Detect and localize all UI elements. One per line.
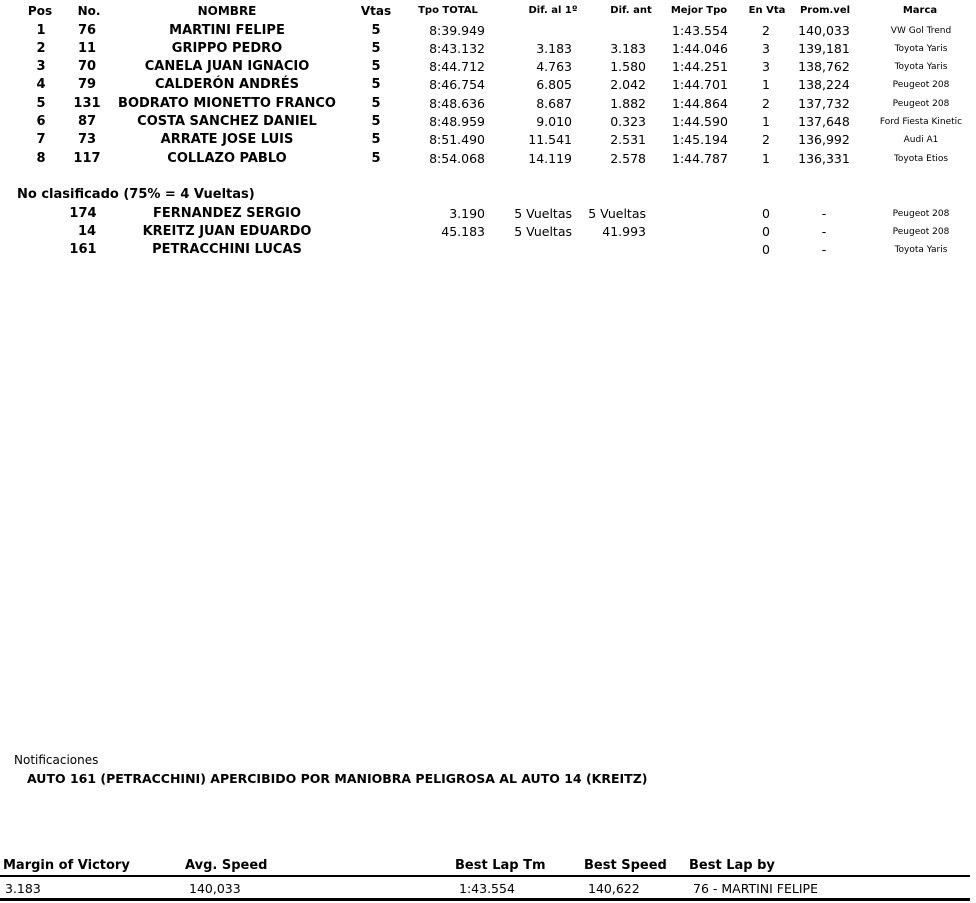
total-time-cell: 8:54.068 [429,151,485,166]
pos-cell: 4 [36,77,46,92]
driver-name: BODRATO MIONETTO FRANCO [118,96,336,111]
driver-name: MARTINI FELIPE [169,23,285,38]
margin-of-victory-label: Margin of Victory [3,858,130,873]
pos-cell: 7 [36,132,46,147]
header-mejor-tpo: Mejor Tpo [670,5,728,16]
total-time-cell: 8:46.754 [429,77,485,92]
vtas-cell: 5 [371,132,381,147]
en-vta-cell: 0 [762,224,770,239]
notifications-label: Notificaciones [14,753,99,767]
prom-vel-cell: 137,648 [798,114,850,129]
best-time-cell: 1:44.701 [672,77,728,92]
en-vta-cell: 1 [762,114,770,129]
vtas-cell: 5 [371,59,381,74]
en-vta-cell: 2 [762,23,770,38]
dif-prev-cell: 5 Vueltas [588,206,646,221]
pos-cell: 1 [36,23,46,38]
best-time-cell: 1:44.046 [672,41,728,56]
vtas-cell: 5 [371,114,381,129]
dif-prev-cell: 2.531 [610,132,646,147]
driver-name: CALDERÓN ANDRÉS [154,77,300,92]
en-vta-cell: 2 [762,132,770,147]
en-vta-cell: 3 [762,59,770,74]
total-time-cell: 8:48.959 [429,114,485,129]
no-cell: 11 [77,41,97,56]
no-cell: 87 [77,114,97,129]
driver-name: ARRATE JOSE LUIS [160,132,294,147]
header-prom-vel: Prom.vel [799,5,851,16]
vtas-cell: 5 [371,41,381,56]
driver-name: COSTA SANCHEZ DANIEL [137,114,317,129]
vtas-cell: 5 [371,96,381,111]
driver-name: PETRACCHINI LUCAS [152,242,302,257]
marca-cell: Peugeot 208 [892,227,950,237]
best-speed-label: Best Speed [584,858,667,873]
no-cell: 174 [69,206,97,221]
en-vta-cell: 3 [762,41,770,56]
dif-first-cell: 4.763 [536,59,572,74]
total-time-cell: 8:51.490 [429,132,485,147]
marca-cell: Audi A1 [903,135,939,145]
prom-vel-cell: - [821,206,827,221]
header-nombre: NOMBRE [197,4,257,18]
notification-text: AUTO 161 (PETRACCHINI) APERCIBIDO POR MANIOBRA PELIGROSA AL AUTO 14 (KREITZ) [27,771,648,786]
table-row [0,113,976,131]
pos-cell: 6 [36,114,46,129]
best-lap-label: Best Lap Tm [455,858,546,873]
dif-prev-cell: 41.993 [602,224,646,239]
pos-cell: 5 [36,96,46,111]
dif-first-cell: 6.805 [536,77,572,92]
best-lap-value: 1:43.554 [459,881,515,896]
no-cell: 70 [77,59,97,74]
dif-first-cell: 14.119 [528,151,572,166]
summary-top-rule [0,875,970,877]
vtas-cell: 5 [371,151,381,166]
prom-vel-cell: 136,331 [798,151,850,166]
marca-cell: Peugeot 208 [892,209,950,219]
table-row [0,131,976,149]
header-en-vta: En Vta [748,5,786,16]
dif-prev-cell: 3.183 [610,41,646,56]
best-speed-value: 140,622 [588,881,640,896]
header-dif-primero: Dif. al 1º [528,5,578,16]
marca-cell: Ford Fiesta Kinetic [879,117,963,127]
pos-cell: 8 [36,151,46,166]
table-row [0,58,976,76]
dif-first-cell: 9.010 [536,114,572,129]
dif-prev-cell: 1.882 [610,96,646,111]
best-lap-by-label: Best Lap by [689,858,775,873]
prom-vel-cell: 138,224 [798,77,850,92]
header-no: No. [77,4,101,18]
no-cell: 131 [73,96,101,111]
header-tpo-total: Tpo TOTAL [418,5,478,16]
table-row [0,40,976,58]
avg-speed-label: Avg. Speed [185,858,268,873]
prom-vel-cell: 139,181 [798,41,850,56]
dif-prev-cell: 0.323 [610,114,646,129]
en-vta-cell: 0 [762,206,770,221]
no-cell: 73 [77,132,97,147]
best-time-cell: 1:43.554 [672,23,728,38]
best-time-cell: 1:44.864 [672,96,728,111]
prom-vel-cell: 137,732 [798,96,850,111]
best-time-cell: 1:44.590 [672,114,728,129]
total-time-cell: 45.183 [441,224,485,239]
vtas-cell: 5 [371,23,381,38]
header-dif-ant: Dif. ant [610,5,652,16]
marca-cell: Toyota Yaris [894,44,948,54]
prom-vel-cell: 136,992 [798,132,850,147]
en-vta-cell: 2 [762,96,770,111]
header-pos: Pos [27,4,53,18]
driver-name: CANELA JUAN IGNACIO [144,59,310,74]
margin-of-victory-value: 3.183 [5,881,41,896]
marca-cell: Peugeot 208 [892,99,950,109]
driver-name: COLLAZO PABLO [167,151,287,166]
marca-cell: Toyota Yaris [894,245,948,255]
prom-vel-cell: - [821,224,827,239]
marca-cell: VW Gol Trend [890,26,952,36]
best-time-cell: 1:45.194 [672,132,728,147]
dif-prev-cell: 2.042 [610,77,646,92]
table-row [0,22,976,40]
no-cell: 76 [77,23,97,38]
total-time-cell: 8:44.712 [429,59,485,74]
en-vta-cell: 1 [762,151,770,166]
pos-cell: 2 [36,41,46,56]
no-cell: 79 [77,77,97,92]
table-row [0,150,976,168]
table-row [0,241,976,259]
best-lap-by-value: 76 - MARTINI FELIPE [693,881,818,896]
driver-name: KREITZ JUAN EDUARDO [142,224,312,239]
en-vta-cell: 1 [762,77,770,92]
table-row [0,76,976,94]
en-vta-cell: 0 [762,242,770,257]
total-time-cell: 8:48.636 [429,96,485,111]
total-time-cell: 8:43.132 [429,41,485,56]
summary-bottom-rule [0,898,970,901]
best-time-cell: 1:44.251 [672,59,728,74]
no-cell: 161 [69,242,97,257]
total-time-cell: 8:39.949 [429,23,485,38]
pos-cell: 3 [36,59,46,74]
marca-cell: Toyota Yaris [894,62,948,72]
vtas-cell: 5 [371,77,381,92]
header-vtas: Vtas [360,4,392,18]
table-row [0,205,976,223]
prom-vel-cell: 138,762 [798,59,850,74]
dif-prev-cell: 2.578 [610,151,646,166]
prom-vel-cell: 140,033 [798,23,850,38]
avg-speed-value: 140,033 [189,881,241,896]
marca-cell: Toyota Etios [893,154,949,164]
dif-first-cell: 11.541 [528,132,572,147]
no-cell: 117 [73,151,101,166]
dif-first-cell: 8.687 [536,96,572,111]
driver-name: FERNANDEZ SERGIO [152,206,302,221]
dif-first-cell: 5 Vueltas [514,206,572,221]
best-time-cell: 1:44.787 [672,151,728,166]
prom-vel-cell: - [821,242,827,257]
dif-prev-cell: 1.580 [610,59,646,74]
table-row [0,95,976,113]
marca-cell: Peugeot 208 [892,80,950,90]
dif-first-cell: 5 Vueltas [514,224,572,239]
table-row [0,223,976,241]
dif-first-cell: 3.183 [536,41,572,56]
unclassified-title: No clasificado (75% = 4 Vueltas) [17,187,255,202]
header-marca: Marca [902,5,938,16]
total-time-cell: 3.190 [449,206,485,221]
no-cell: 14 [77,224,97,239]
driver-name: GRIPPO PEDRO [171,41,283,56]
